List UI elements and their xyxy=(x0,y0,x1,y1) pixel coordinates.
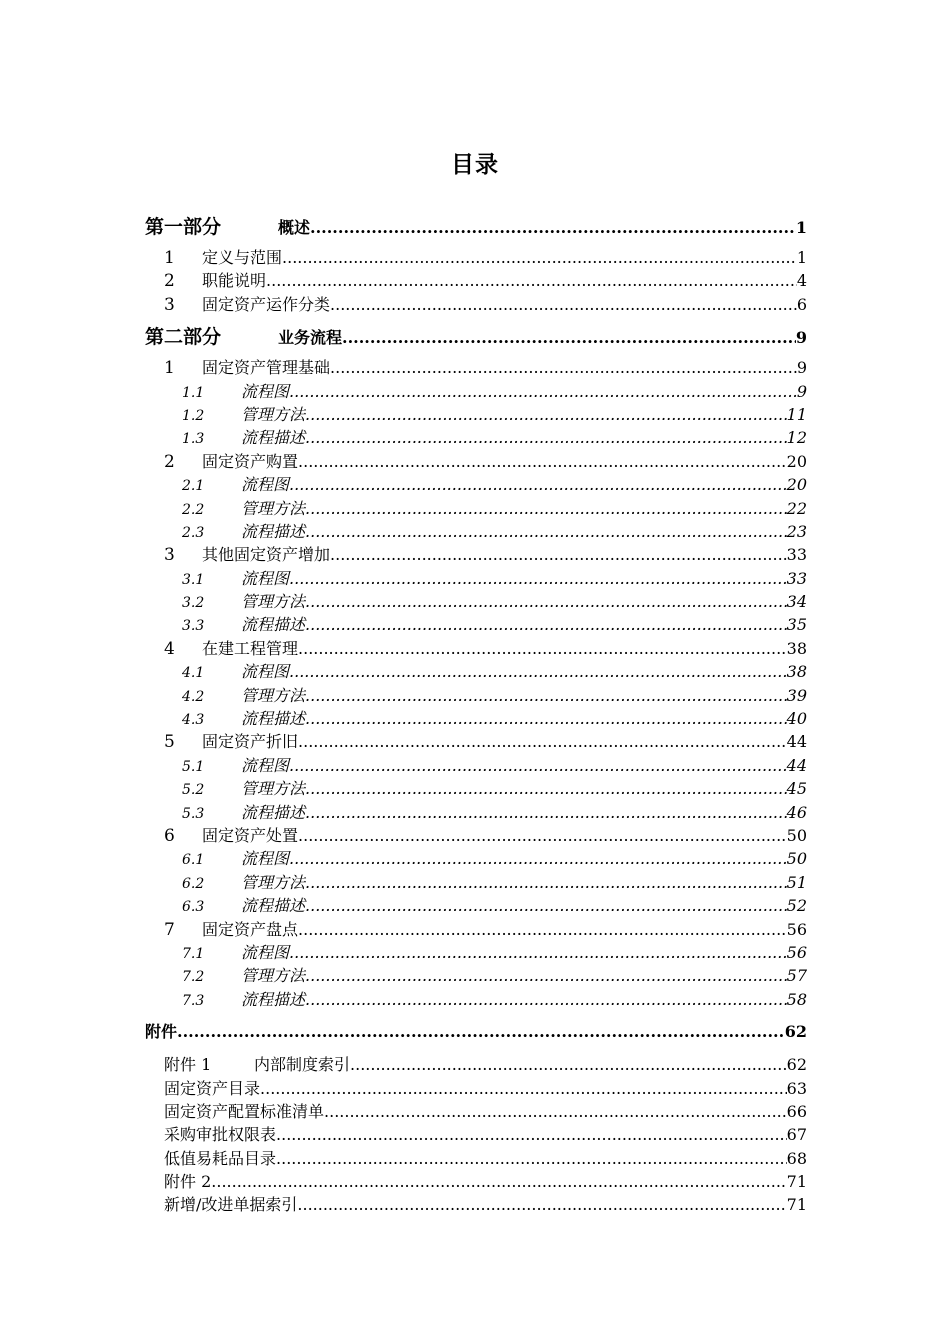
subsection-title: 流程描述 xyxy=(241,709,306,729)
section-number: 6 xyxy=(164,825,175,846)
dot-leader xyxy=(282,246,797,269)
subsection-title: 管理方法 xyxy=(241,966,306,986)
page-number: 52 xyxy=(786,896,807,916)
toc-subsection[interactable] xyxy=(145,497,807,520)
dot-leader xyxy=(298,637,787,660)
section-number: 2 xyxy=(164,451,175,472)
subsection-title: 流程描述 xyxy=(241,428,306,448)
subsection-number: 7.3 xyxy=(182,992,205,1009)
subsection-number: 4.3 xyxy=(182,712,205,729)
dot-leader xyxy=(289,380,797,403)
subsection-number: 6.3 xyxy=(182,899,205,916)
dot-leader xyxy=(297,1193,786,1216)
dot-leader xyxy=(305,707,787,730)
part-title: 业务流程 xyxy=(278,328,343,348)
subsection-title: 流程图 xyxy=(241,942,290,962)
dot-leader xyxy=(330,356,797,379)
subsection-title: 管理方法 xyxy=(241,404,306,424)
subsection-number: 1.1 xyxy=(182,384,205,401)
dot-leader xyxy=(177,1017,785,1047)
subsection-number: 1.3 xyxy=(182,431,205,448)
subsection-number: 5.2 xyxy=(182,782,205,799)
dot-leader xyxy=(305,497,787,520)
dot-leader xyxy=(276,1147,787,1170)
dot-leader xyxy=(276,1123,787,1146)
toc-part-2[interactable] xyxy=(145,322,807,352)
page-number: 38 xyxy=(786,662,807,682)
subsection-title: 流程描述 xyxy=(241,896,306,916)
dot-leader xyxy=(298,824,787,847)
page-number: 23 xyxy=(786,521,807,541)
dot-leader xyxy=(298,450,787,473)
toc-section[interactable] xyxy=(145,824,807,847)
subsection-title: 管理方法 xyxy=(241,779,306,799)
page-number: 39 xyxy=(786,685,807,705)
toc-subsection[interactable] xyxy=(145,707,807,730)
page-number: 6 xyxy=(796,294,807,314)
page-number: 33 xyxy=(786,545,807,565)
toc-part-1[interactable] xyxy=(145,212,807,242)
appendix-title: 附件 xyxy=(145,1022,178,1042)
appendix-item-title: 附件 2 xyxy=(164,1172,212,1192)
page-number: 9 xyxy=(795,328,807,348)
page-number: 4 xyxy=(796,271,807,291)
dot-leader xyxy=(289,847,787,870)
subsection-title: 流程描述 xyxy=(241,989,306,1009)
page-number: 1 xyxy=(796,248,807,267)
dot-leader xyxy=(350,1053,787,1076)
toc-section[interactable] xyxy=(145,637,807,660)
subsection-number: 2.2 xyxy=(182,501,205,518)
table-of-contents xyxy=(145,212,807,1217)
appendix-item-title: 内部制度索引 xyxy=(254,1055,351,1075)
toc-section[interactable] xyxy=(145,918,807,941)
section-title: 固定资产处置 xyxy=(202,825,299,845)
toc-subsection[interactable] xyxy=(145,847,807,870)
appendix-item-title: 新增/改进单据索引 xyxy=(164,1195,298,1215)
toc-subsection[interactable] xyxy=(145,426,807,449)
subsection-number: 3.2 xyxy=(182,595,205,612)
page-number: 9 xyxy=(796,381,807,401)
page-number: 58 xyxy=(786,989,807,1009)
subsection-title: 管理方法 xyxy=(241,498,306,518)
dot-leader xyxy=(266,269,797,292)
subsection-title: 流程描述 xyxy=(241,615,306,635)
dot-leader xyxy=(289,473,787,496)
dot-leader xyxy=(330,543,787,566)
dot-leader xyxy=(305,871,787,894)
section-title: 固定资产盘点 xyxy=(202,919,299,939)
section-title: 职能说明 xyxy=(202,271,267,291)
dot-leader xyxy=(289,567,787,590)
subsection-number: 5.3 xyxy=(182,805,205,822)
page-number: 20 xyxy=(786,451,807,471)
part-number: 第二部分 xyxy=(145,326,222,349)
dot-leader xyxy=(310,213,796,242)
toc-section[interactable] xyxy=(145,730,807,753)
page-number: 44 xyxy=(786,755,807,775)
toc-subsection[interactable] xyxy=(145,660,807,683)
page-number: 67 xyxy=(786,1125,807,1145)
toc-subsection[interactable] xyxy=(145,941,807,964)
appendix-item-title: 低值易耗品目录 xyxy=(164,1148,277,1168)
page-number: 22 xyxy=(786,498,807,518)
section-number: 7 xyxy=(164,919,175,940)
page-title: 目录 xyxy=(451,151,499,178)
toc-appendix-item[interactable] xyxy=(145,1053,807,1076)
subsection-title: 管理方法 xyxy=(241,592,306,612)
appendix-item-title: 采购审批权限表 xyxy=(164,1125,277,1145)
page-number: 46 xyxy=(786,802,807,822)
dot-leader xyxy=(305,964,787,987)
dot-leader xyxy=(330,293,797,316)
dot-leader xyxy=(305,613,787,636)
toc-subsection[interactable] xyxy=(145,871,807,894)
toc-subsection[interactable] xyxy=(145,567,807,590)
page-number: 20 xyxy=(786,475,807,495)
subsection-number: 3.1 xyxy=(182,571,205,588)
dot-leader xyxy=(305,426,787,449)
dot-leader xyxy=(305,801,787,824)
page-number: 38 xyxy=(786,638,807,658)
section-title: 固定资产运作分类 xyxy=(202,294,331,314)
toc-subsection[interactable] xyxy=(145,894,807,917)
section-number: 4 xyxy=(164,638,175,659)
toc-subsection[interactable] xyxy=(145,801,807,824)
toc-appendix-item[interactable] xyxy=(145,1147,807,1170)
page-number: 56 xyxy=(786,919,807,939)
page-number: 51 xyxy=(786,872,807,892)
section-number: 3 xyxy=(164,545,175,566)
section-number: 1 xyxy=(164,358,175,379)
toc-appendix-item[interactable] xyxy=(145,1100,807,1123)
toc-subsection[interactable] xyxy=(145,473,807,496)
dot-leader xyxy=(305,684,787,707)
toc-subsection[interactable] xyxy=(145,988,807,1011)
dot-leader xyxy=(289,754,787,777)
subsection-title: 流程图 xyxy=(241,475,290,495)
subsection-title: 流程描述 xyxy=(241,802,306,822)
section-title: 其他固定资产增加 xyxy=(202,545,331,565)
subsection-title: 流程图 xyxy=(241,755,290,775)
toc-subsection[interactable] xyxy=(145,380,807,403)
section-title: 固定资产折旧 xyxy=(202,732,299,752)
toc-appendix-item[interactable] xyxy=(145,1193,807,1216)
dot-leader xyxy=(289,941,787,964)
appendix-item-number: 附件 1 xyxy=(164,1055,212,1075)
page-number: 66 xyxy=(786,1101,807,1121)
dot-leader xyxy=(305,894,787,917)
subsection-title: 管理方法 xyxy=(241,685,306,705)
section-title: 在建工程管理 xyxy=(202,638,299,658)
page-number: 11 xyxy=(786,404,807,424)
section-number: 3 xyxy=(164,294,175,315)
toc-section[interactable] xyxy=(145,269,807,292)
toc-subsection[interactable] xyxy=(145,403,807,426)
toc-section[interactable] xyxy=(145,543,807,566)
subsection-number: 5.1 xyxy=(182,758,205,775)
toc-subsection[interactable] xyxy=(145,590,807,613)
dot-leader xyxy=(211,1170,786,1193)
dot-leader xyxy=(298,918,787,941)
toc-appendix-item[interactable] xyxy=(145,1123,807,1146)
toc-section[interactable] xyxy=(145,293,807,316)
dot-leader xyxy=(305,988,787,1011)
page-number: 62 xyxy=(784,1022,807,1042)
subsection-number: 3.3 xyxy=(182,618,205,635)
toc-subsection[interactable] xyxy=(145,684,807,707)
subsection-number: 7.2 xyxy=(182,969,205,986)
dot-leader xyxy=(289,660,787,683)
page-number: 68 xyxy=(786,1148,807,1168)
dot-leader xyxy=(342,323,796,352)
page-number: 63 xyxy=(786,1078,807,1098)
subsection-title: 管理方法 xyxy=(241,872,306,892)
page-number: 34 xyxy=(786,592,807,612)
page-number: 56 xyxy=(786,942,807,962)
page-number: 71 xyxy=(786,1195,807,1215)
part-number: 第一部分 xyxy=(145,216,222,238)
toc-section[interactable] xyxy=(145,246,807,269)
toc-section[interactable] xyxy=(145,450,807,473)
subsection-title: 流程图 xyxy=(241,662,290,682)
dot-leader xyxy=(324,1100,787,1123)
section-number: 2 xyxy=(164,271,175,292)
page-number: 50 xyxy=(786,825,807,845)
subsection-number: 6.2 xyxy=(182,875,205,892)
subsection-number: 4.2 xyxy=(182,688,205,705)
subsection-number: 1.2 xyxy=(182,407,205,424)
page-number: 50 xyxy=(786,849,807,869)
subsection-title: 流程图 xyxy=(241,568,290,588)
page-number: 9 xyxy=(796,358,807,378)
appendix-item-title: 固定资产配置标准清单 xyxy=(164,1101,325,1121)
page-number: 12 xyxy=(786,428,807,448)
dot-leader xyxy=(305,777,787,800)
toc-subsection[interactable] xyxy=(145,613,807,636)
section-title: 固定资产管理基础 xyxy=(202,358,331,378)
dot-leader xyxy=(305,520,787,543)
toc-subsection[interactable] xyxy=(145,777,807,800)
toc-subsection[interactable] xyxy=(145,754,807,777)
subsection-number: 2.3 xyxy=(182,524,205,541)
page-number: 35 xyxy=(786,615,807,635)
page-number: 1 xyxy=(795,218,807,237)
subsection-title: 流程图 xyxy=(241,381,290,401)
page-number: 33 xyxy=(786,568,807,588)
toc-appendix[interactable] xyxy=(145,1017,807,1047)
dot-leader xyxy=(305,403,787,426)
page-number: 62 xyxy=(786,1055,807,1075)
dot-leader xyxy=(298,730,787,753)
toc-subsection[interactable] xyxy=(145,520,807,543)
subsection-number: 6.1 xyxy=(182,852,205,869)
appendix-item-title: 固定资产目录 xyxy=(164,1078,261,1098)
subsection-number: 2.1 xyxy=(182,478,205,495)
dot-leader xyxy=(305,590,787,613)
page-number: 45 xyxy=(786,779,807,799)
dot-leader xyxy=(260,1077,787,1100)
subsection-number: 7.1 xyxy=(182,945,205,962)
toc-section[interactable] xyxy=(145,356,807,379)
section-number: 1 xyxy=(164,248,175,268)
section-title: 固定资产购置 xyxy=(202,451,299,471)
section-number: 5 xyxy=(164,732,175,753)
page-number: 57 xyxy=(786,966,807,986)
page-number: 40 xyxy=(786,709,807,729)
section-title: 定义与范围 xyxy=(202,248,283,267)
toc-appendix-item[interactable] xyxy=(145,1077,807,1100)
subsection-title: 流程描述 xyxy=(241,521,306,541)
subsection-title: 流程图 xyxy=(241,849,290,869)
toc-subsection[interactable] xyxy=(145,964,807,987)
toc-appendix-item[interactable] xyxy=(145,1170,807,1193)
page-number: 71 xyxy=(786,1172,807,1192)
page-number: 44 xyxy=(786,732,807,752)
part-title: 概述 xyxy=(278,218,311,237)
subsection-number: 4.1 xyxy=(182,665,205,682)
